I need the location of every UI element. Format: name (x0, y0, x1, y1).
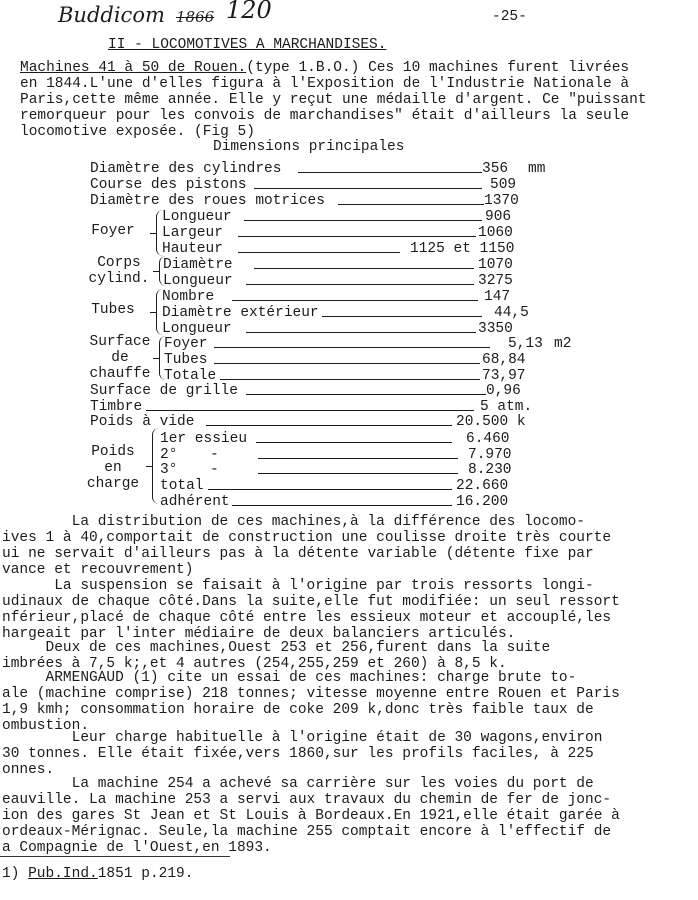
dim-label: Diamètre extérieur (162, 305, 319, 321)
struck-word: 1866 (176, 8, 215, 26)
dim-label: Longueur (163, 273, 233, 289)
intro-line-3: Paris,cette même année. Elle y reçut une médaille d'argent. Ce "puissant (20, 92, 647, 108)
dim-label: Timbre (90, 399, 143, 415)
group-surface-1: Surface (89, 334, 151, 350)
paragraph-line: ives 1 à 40,comportait de construction une coulisse droite très courte (2, 530, 612, 546)
dim-leader (244, 220, 482, 221)
dim-label: Diamètre (163, 257, 233, 273)
dim-row (0, 209, 698, 225)
dim-unit: mm (528, 161, 546, 177)
group-poids-2: en (104, 460, 122, 476)
paragraph-4 (0, 670, 698, 734)
paragraph-line: onnes. (2, 762, 55, 778)
footnote-number: 1) (2, 866, 20, 882)
dim-row (0, 383, 698, 399)
dim-row (0, 431, 698, 447)
paragraph-line: ui ne servait d'ailleurs pas à la détente variable (détente fixe par (2, 546, 594, 562)
dim-label: Poids à vide (90, 414, 195, 430)
dim-value: 44,5 (494, 305, 529, 321)
group-corps-2: cylind. (88, 271, 150, 287)
dim-value: 22.660 (456, 478, 509, 494)
dim-label: Tubes (164, 352, 208, 368)
paragraph-line: ordeaux-Mérignac. Seule,la machine 255 comptait encore à l'effectif de (2, 824, 612, 840)
intro-line-2: en 1844.L'une d'elles figura à l'Exposition de l'Industrie Nationale à (20, 76, 630, 92)
dim-leader (238, 252, 400, 253)
intro-line-5: locomotive exposée. (Fig 5) (20, 124, 255, 140)
dim-leader (146, 410, 474, 411)
dim-value: 16.200 (456, 494, 509, 510)
footnote (2, 866, 193, 882)
dim-row (0, 177, 698, 193)
dimensions-title: Dimensions principales (213, 139, 405, 155)
dim-leader (220, 379, 480, 380)
dim-leader (338, 204, 484, 205)
dim-row (0, 447, 698, 463)
footnote-rule (0, 856, 230, 857)
dim-leader (246, 394, 486, 395)
paragraph-line: ombustion. (2, 718, 90, 734)
dim-value: 68,84 (482, 352, 526, 368)
group-poids-1: Poids (91, 444, 135, 460)
dim-row (0, 273, 698, 289)
dim-row (0, 352, 698, 368)
handwritten-number: 120 (226, 0, 272, 24)
dim-value: 1370 (484, 193, 519, 209)
paragraph-line: udinaux de chaque côté.Dans la suite,elle fut modifiée: un seul ressort (2, 594, 620, 610)
paragraph-1 (0, 514, 698, 578)
dim-row (0, 399, 698, 415)
dim-leader (238, 236, 476, 237)
dim-ditto: - (210, 462, 219, 478)
group-poids-3: charge (86, 476, 140, 492)
dim-label: Diamètre des cylindres (90, 161, 282, 177)
paragraph-line: imbrées à 7,5 k;,et 4 autres (254,255,259 et 260) à 8,5 k. (2, 656, 507, 672)
dim-row (0, 462, 698, 478)
dim-ditto: - (210, 447, 219, 463)
dim-row (0, 414, 698, 430)
dim-leader (258, 473, 458, 474)
dim-label: Longueur (162, 321, 232, 337)
dim-leader (206, 425, 452, 426)
paragraph-2 (0, 578, 698, 642)
dim-value: 3275 (478, 273, 513, 289)
dim-leader (254, 268, 474, 269)
paragraph-line: a Compagnie de l'Ouest,en 1893. (2, 840, 272, 856)
intro-line-1 (20, 60, 629, 76)
group-tubes: Tubes (91, 302, 135, 318)
paragraph-line: ion des gares St Jean et St Louis à Bordeaux.En 1921,elle était garée à (2, 808, 620, 824)
paragraph-line: vance et recouvrement) (2, 562, 194, 578)
paragraph-line: La suspension se faisait à l'origine par trois ressorts longi- (2, 578, 594, 594)
dim-value: 1070 (478, 257, 513, 273)
dim-label: adhérent (160, 494, 230, 510)
paragraph-line: 30 tonnes. Elle était fixée,vers 1860,sur les profils faciles, à 225 (2, 746, 594, 762)
dim-leader (246, 332, 476, 333)
dim-label: Largeur (162, 225, 223, 241)
dim-row (0, 494, 698, 510)
dim-value: 356 (482, 161, 509, 177)
dim-value: 0,96 (486, 383, 521, 399)
dim-unit: m2 (554, 336, 572, 352)
dim-row (0, 321, 698, 337)
dim-label: 2° (160, 447, 178, 463)
dim-leader (214, 347, 490, 348)
dim-leader (254, 188, 482, 189)
intro-line-4: remorqueur pour les convois de marchandises" était d'ailleurs la seule (20, 108, 630, 124)
paragraph-line: ARMENGAUD (1) cite un essai de ces machines: charge brute to- (2, 670, 577, 686)
paragraph-line: La machine 254 a achevé sa carrière sur les voies du port de (2, 776, 594, 792)
dim-label: total (160, 478, 204, 494)
paragraph-line: ale (machine comprise) 218 tonnes; vitesse moyenne entre Rouen et Paris (2, 686, 620, 702)
dim-value: 5,13 (508, 336, 543, 352)
dim-row (0, 225, 698, 241)
dim-leader (258, 458, 458, 459)
dim-leader (298, 172, 482, 173)
dim-row (0, 257, 698, 273)
dim-leader (232, 300, 478, 301)
footnote-source: Pub.Ind. (28, 866, 98, 882)
group-foyer: Foyer (91, 223, 135, 239)
footnote-rest: 1851 p.219. (97, 866, 194, 882)
dim-value: 7.970 (468, 447, 512, 463)
intro-line-1-rest: (type 1.B.O.) Ces 10 machines furent livrées (246, 60, 630, 76)
dim-value: 6.460 (466, 431, 510, 447)
dim-value: 20.500 k (456, 414, 526, 430)
dim-label: Nombre (162, 289, 215, 305)
dim-row (0, 478, 698, 494)
dim-leader (246, 284, 474, 285)
dim-value: 509 (490, 177, 517, 193)
dim-row (0, 241, 698, 257)
dim-row (0, 305, 698, 321)
dim-value: 73,97 (482, 368, 526, 384)
group-surface-3: chauffe (89, 366, 151, 382)
section-title: II - LOCOMOTIVES A MARCHANDISES. (108, 37, 387, 53)
dim-row (0, 161, 698, 177)
dim-leader (214, 363, 480, 364)
paragraph-6 (0, 776, 698, 856)
dim-row (0, 368, 698, 384)
dim-value: 8.230 (468, 462, 512, 478)
dim-label: Foyer (164, 336, 208, 352)
dim-value: 3350 (478, 321, 513, 337)
page-number: -25- (492, 9, 527, 25)
dim-label: Hauteur (162, 241, 223, 257)
group-corps-1: Corps (97, 255, 141, 271)
dim-value: 147 (484, 289, 511, 305)
dim-leader (232, 505, 452, 506)
paragraph-3 (0, 640, 698, 672)
dim-row (0, 336, 698, 352)
dim-value: 906 (485, 209, 512, 225)
dim-leader (208, 489, 452, 490)
group-surface-2: de (111, 350, 129, 366)
dim-label: Diamètre des roues motrices (90, 193, 325, 209)
paragraph-5 (0, 730, 698, 778)
dim-value: 5 atm. (480, 399, 533, 415)
paragraph-line: hargeait par l'inter médiaire de deux balanciers articulés. (2, 626, 516, 642)
dim-label: 3° (160, 462, 178, 478)
dim-leader (322, 316, 482, 317)
machines-title: Machines 41 à 50 de Rouen. (20, 60, 247, 76)
dim-row (0, 289, 698, 305)
dim-label: 1er essieu (160, 431, 248, 447)
handwritten-title: Buddicom (58, 3, 165, 27)
paragraph-line: La distribution de ces machines,à la différence des locomo- (2, 514, 585, 530)
dim-label: Longueur (162, 209, 232, 225)
paragraph-line: Leur charge habituelle à l'origine était de 30 wagons,environ (2, 730, 603, 746)
dim-value: 1125 et 1150 (410, 241, 515, 257)
dim-leader (256, 442, 452, 443)
dim-label: Surface de grille (90, 383, 238, 399)
paragraph-line: nférieur,placé de chaque côté entre les essieux moteur et accouplé,les (2, 610, 612, 626)
dim-value: 1060 (478, 225, 513, 241)
paragraph-line: 1,9 kmh; consommation horaire de coke 209 k,donc très faible taux de (2, 702, 594, 718)
dim-label: Totale (164, 368, 217, 384)
paragraph-line: eauville. La machine 253 a servi aux travaux du chemin de fer de jonc- (2, 792, 612, 808)
dim-label: Course des pistons (90, 177, 247, 193)
dim-row (0, 193, 698, 209)
paragraph-line: Deux de ces machines,Ouest 253 et 256,furent dans la suite (2, 640, 551, 656)
